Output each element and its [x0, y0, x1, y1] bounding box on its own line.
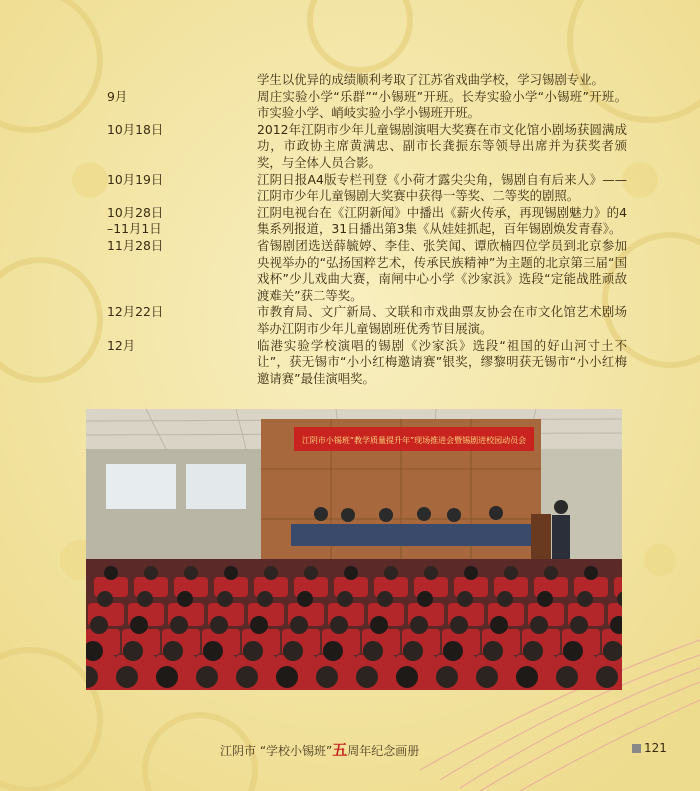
entry-text: 周庄实验小学“乐群”“小锡班”开班。长寿实验小学“小锡班”开班。市实验小学、峭岐实验小学小锡班开班。	[257, 88, 627, 121]
chronology-list	[107, 72, 627, 387]
entry-date: 10月28日 –11月1日	[107, 204, 164, 237]
meeting-hall-illustration	[86, 409, 622, 690]
page-number-text: 121	[644, 741, 667, 755]
entry-text: 临港实验学校演唱的锡剧《沙家浜》选段“祖国的好山河寸土不让”，获无锡市“小小红梅邀请赛”银奖，缪黎明获无锡市“小小红梅邀请赛”最佳演唱奖。	[257, 337, 627, 386]
entry-text: 江阴电视台在《江阴新闻》中播出《薪火传承，再现锡剧魅力》的4集系列报道，31日播出第3集《从娃娃抓起，百年锡剧焕发青春》。	[257, 204, 627, 237]
chronology-entry	[107, 72, 627, 89]
entry-text: 省锡剧团选送薛毓婷、李佳、张笑闻、谭欣楠四位学员到北京参加央视举办的“弘扬国粹艺术，传承民族精神”为主题的北京第三届“国戏杯”少儿戏曲大赛，南闸中心小学《沙家浜》选段“定能战胜顽敌渡难关”获二等奖。	[257, 237, 627, 303]
chronology-entry	[107, 122, 627, 172]
entry-date: 12月	[107, 337, 136, 353]
entry-text: 市教育局、文广新局、文联和市戏曲票友协会在市文化馆艺术剧场举办江阴市少年儿童锡剧班优秀节目展演。	[257, 304, 627, 336]
entry-text: 2012年江阴市少年儿童锡剧演唱大奖赛在市文化馆小剧场获圆满成功，市政协主席黄满忠、副市长龚振东等领导出席并为获奖者颁奖，与全体人员合影。	[257, 121, 627, 170]
page-square-icon	[632, 744, 641, 753]
entry-text: 江阴日报A4版专栏刊登《小荷才露尖尖角，锡剧自有后来人》——江阴市少年儿童锡剧大奖赛中获得一等奖、二等奖的剧照。	[257, 171, 627, 204]
book-footer	[220, 739, 520, 760]
chronology-entry	[107, 89, 627, 122]
entry-date: 10月18日	[107, 121, 164, 137]
entry-date	[107, 72, 257, 89]
chronology-entry	[107, 205, 627, 238]
footer-title-part2: 周年纪念画册	[347, 744, 420, 758]
chronology-entry	[107, 338, 627, 388]
meeting-photo	[86, 409, 622, 690]
page-number	[632, 741, 667, 755]
banner-text: 江阴市小锡班“教学质量提升年”现场推进会暨锡剧进校园动员会	[301, 436, 527, 445]
entry-date: 10月19日	[107, 171, 164, 187]
footer-five: 五	[332, 741, 348, 759]
chronology-entry	[107, 172, 627, 205]
entry-date: 11月28日	[107, 237, 164, 253]
entry-date: 9月	[107, 88, 128, 104]
footer-title-part1: 江阴市 “学校小锡班”	[220, 744, 333, 758]
entry-text: 学生以优异的成绩顺利考取了江苏省戏曲学校，学习锡剧专业。	[257, 72, 604, 87]
chronology-entry	[107, 238, 627, 304]
entry-date: 12月22日	[107, 304, 164, 320]
chronology-entry	[107, 304, 627, 337]
